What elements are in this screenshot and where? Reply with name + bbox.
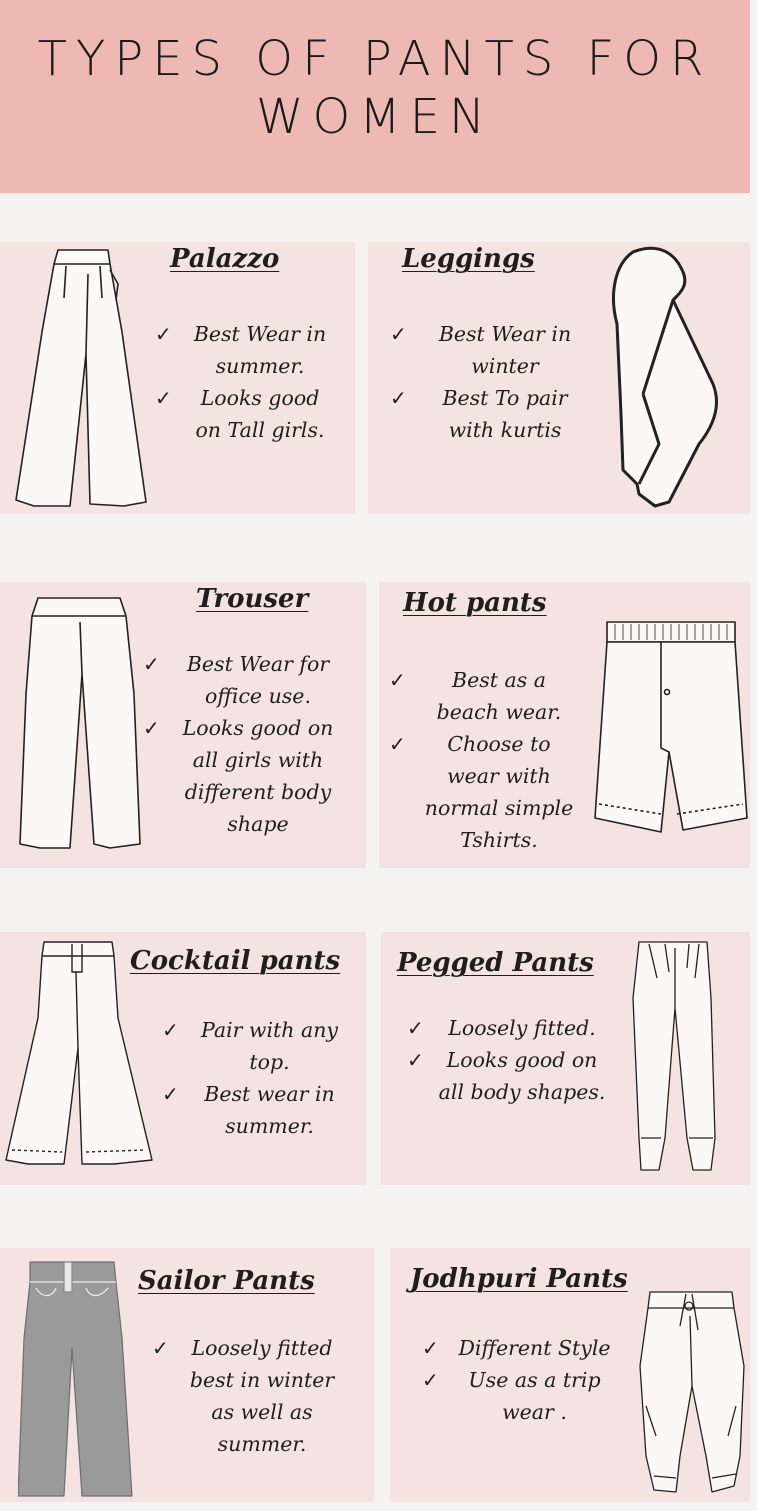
trouser-illustration bbox=[10, 594, 150, 864]
bullet-item: ✓ Looks good on all girls with different body shape bbox=[143, 712, 343, 840]
card-palazzo bbox=[0, 242, 355, 514]
bullet-list bbox=[155, 318, 335, 446]
page-title bbox=[0, 30, 750, 146]
check-icon: ✓ bbox=[162, 1018, 179, 1042]
bullet-list bbox=[390, 318, 590, 446]
bullet-list bbox=[162, 1014, 347, 1142]
check-icon: ✓ bbox=[390, 386, 407, 410]
card-title: Palazzo bbox=[170, 244, 280, 274]
card-trouser bbox=[0, 582, 366, 868]
check-icon: ✓ bbox=[407, 1048, 424, 1072]
card-jodhpuri-pants bbox=[390, 1248, 750, 1502]
check-icon: ✓ bbox=[155, 322, 172, 346]
palazzo-pants-illustration bbox=[8, 244, 168, 514]
bullet-item: ✓ Best Wear in winter bbox=[390, 318, 590, 382]
bullet-item: ✓ Best as a beach wear. bbox=[389, 664, 579, 728]
bullet-item: ✓ Different Style bbox=[422, 1332, 617, 1364]
check-icon: ✓ bbox=[407, 1016, 424, 1040]
hot-pants-illustration bbox=[589, 618, 754, 838]
card-title: Trouser bbox=[196, 584, 309, 614]
bullet-item: ✓ Best Wear in summer. bbox=[155, 318, 335, 382]
leggings-illustration bbox=[603, 244, 733, 514]
check-icon: ✓ bbox=[155, 386, 172, 410]
card-cocktail-pants bbox=[0, 932, 366, 1185]
card-title: Leggings bbox=[402, 244, 535, 274]
sailor-pants-illustration bbox=[18, 1258, 158, 1503]
bullet-item: ✓ Looks good on all body shapes. bbox=[407, 1044, 607, 1108]
card-title: Pegged Pants bbox=[397, 948, 594, 978]
bullet-item: ✓ Looks good on Tall girls. bbox=[155, 382, 335, 446]
header-banner bbox=[0, 0, 750, 193]
bullet-item: ✓ Pair with any top. bbox=[162, 1014, 347, 1078]
title-line-1: TYPES OF PANTS FOR bbox=[37, 31, 713, 87]
card-pegged-pants bbox=[381, 932, 750, 1185]
bullet-item: ✓ Best wear in summer. bbox=[162, 1078, 347, 1142]
bullet-item: ✓ Loosely fitted. bbox=[407, 1012, 607, 1044]
bullet-list bbox=[143, 648, 343, 840]
card-title: Cocktail pants bbox=[130, 946, 341, 976]
pegged-pants-illustration bbox=[629, 938, 729, 1178]
bullet-list bbox=[422, 1332, 617, 1428]
card-hot-pants bbox=[379, 582, 750, 868]
card-sailor-pants bbox=[0, 1248, 374, 1502]
check-icon: ✓ bbox=[143, 716, 160, 740]
bullet-item: ✓ Use as a trip wear . bbox=[422, 1364, 617, 1428]
check-icon: ✓ bbox=[389, 732, 406, 756]
check-icon: ✓ bbox=[422, 1368, 439, 1392]
card-title: Jodhpuri Pants bbox=[410, 1264, 628, 1294]
check-icon: ✓ bbox=[422, 1336, 439, 1360]
bullet-item: ✓ Best To pair with kurtis bbox=[390, 382, 590, 446]
card-title: Hot pants bbox=[403, 588, 547, 618]
card-title: Sailor Pants bbox=[138, 1266, 315, 1296]
jodhpuri-pants-illustration bbox=[636, 1286, 751, 1501]
check-icon: ✓ bbox=[389, 668, 406, 692]
check-icon: ✓ bbox=[162, 1082, 179, 1106]
card-leggings bbox=[368, 242, 750, 514]
bullet-list bbox=[152, 1332, 342, 1460]
check-icon: ✓ bbox=[390, 322, 407, 346]
bullet-list bbox=[407, 1012, 607, 1108]
check-icon: ✓ bbox=[152, 1336, 169, 1360]
bullet-item: ✓ Best Wear for office use. bbox=[143, 648, 343, 712]
bullet-item: ✓ Choose to wear with normal simple Tshirts. bbox=[389, 728, 579, 856]
bullet-list bbox=[389, 664, 579, 856]
title-line-2: WOMEN bbox=[256, 89, 494, 145]
bullet-item: ✓ Loosely fitted best in winter as well as summer. bbox=[152, 1332, 342, 1460]
check-icon: ✓ bbox=[143, 652, 160, 676]
